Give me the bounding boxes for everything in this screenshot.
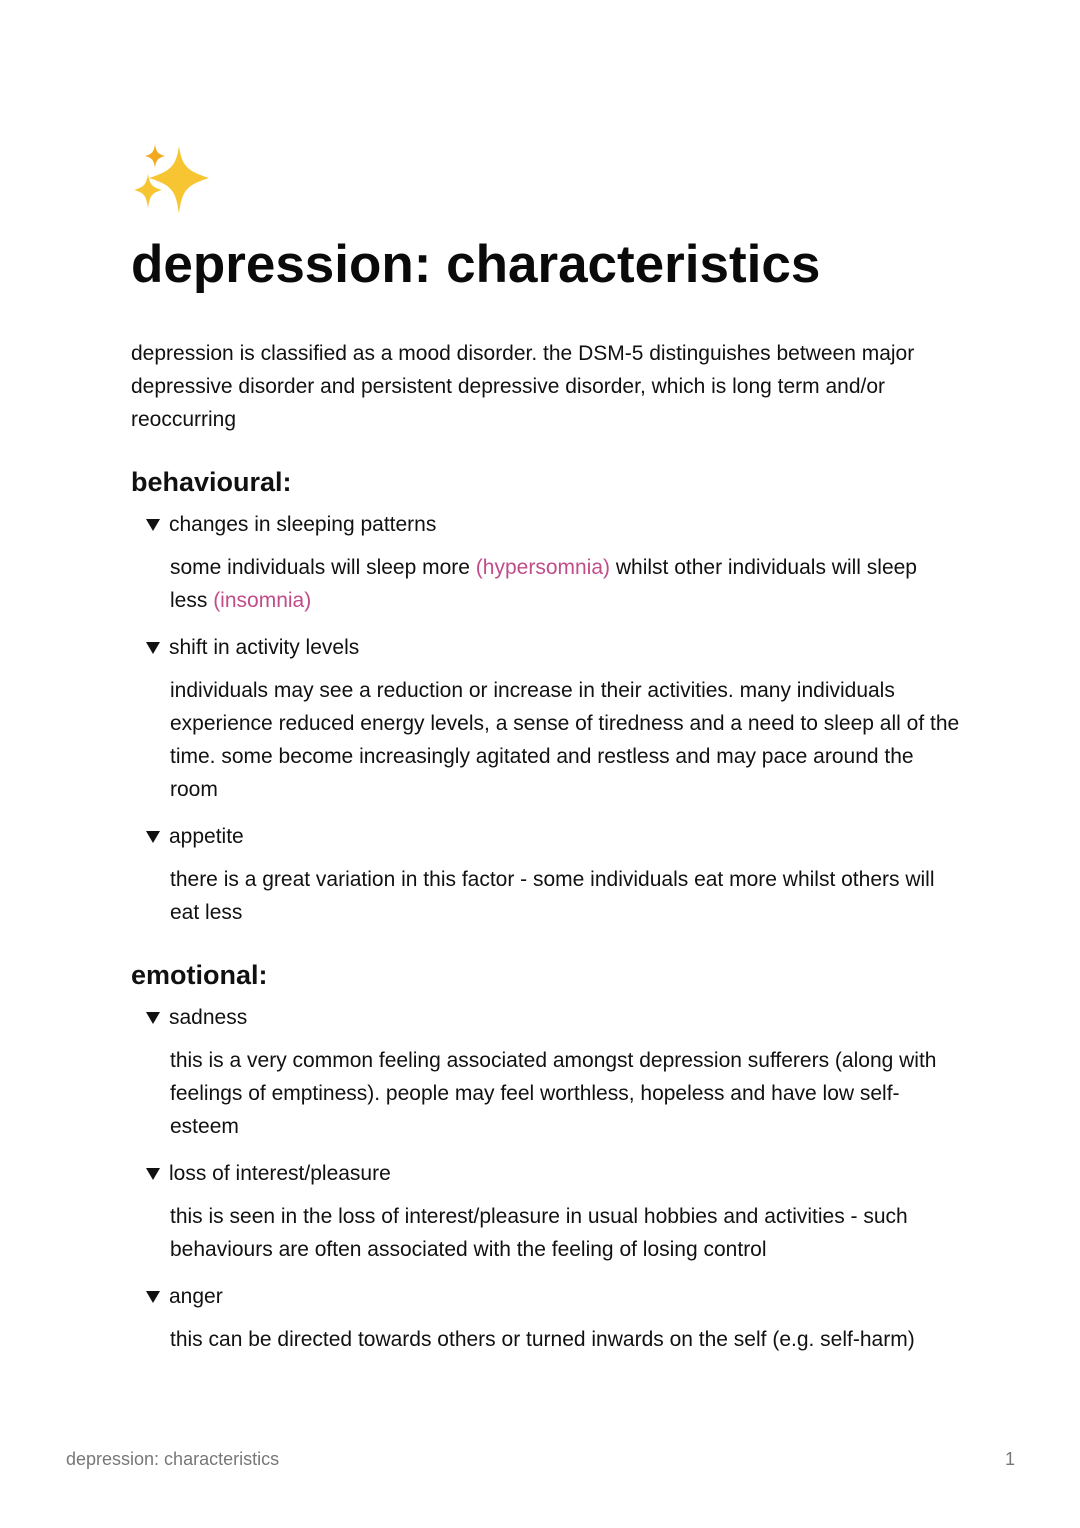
page-title: depression: characteristics <box>131 235 821 294</box>
footer-title: depression: characteristics <box>66 1449 280 1469</box>
toggle-label: sadness <box>169 1006 248 1029</box>
toggle-sleeping-patterns[interactable] <box>131 508 951 541</box>
highlight-term: (insomnia) <box>213 589 312 612</box>
section-heading-emotional: emotional: <box>131 960 268 990</box>
toggle-content: there is a great variation in this factor - some individuals eat more whilst others will eat less <box>170 868 935 924</box>
toggle-activity-levels[interactable] <box>131 631 951 664</box>
sparkles-icon <box>131 140 213 218</box>
triangle-down-icon[interactable] <box>146 1012 160 1024</box>
section-heading-behavioural: behavioural: <box>131 467 292 497</box>
page-number: 1 <box>1004 1449 1015 1469</box>
triangle-down-icon[interactable] <box>146 642 160 654</box>
toggle-sadness[interactable] <box>131 1001 951 1034</box>
triangle-down-icon[interactable] <box>146 519 160 531</box>
toggle-content: individuals may see a reduction or increase in their activities. many individuals experience reduced energy levels, a sense of tiredness and a need to sleep all of the time. some become increasingly agitated and restless and may pace around the room <box>170 679 960 801</box>
triangle-down-icon[interactable] <box>146 1168 160 1180</box>
toggle-loss-of-interest[interactable] <box>131 1157 951 1190</box>
toggle-content: this is a very common feeling associated amongst depression sufferers (along with feelings of emptiness). people may feel worthless, hopeless and have low self-esteem <box>170 1049 937 1138</box>
toggle-label: appetite <box>169 825 244 848</box>
highlight-term: (hypersomnia) <box>475 556 611 579</box>
toggle-label: anger <box>169 1285 223 1308</box>
toggle-label: changes in sleeping patterns <box>169 513 437 536</box>
toggle-anger[interactable] <box>131 1280 951 1313</box>
toggle-content: this is seen in the loss of interest/pleasure in usual hobbies and activities - such behaviours are often associated with the feeling of losing control <box>170 1205 908 1261</box>
toggle-content: some individuals will sleep more (hypersomnia) whilst other individuals will sleep less (insomnia) <box>170 556 917 612</box>
toggle-label: shift in activity levels <box>169 636 360 659</box>
triangle-down-icon[interactable] <box>146 1291 160 1303</box>
intro-paragraph: depression is classified as a mood disorder. the DSM-5 distinguishes between major depressive disorder and persistent depressive disorder, which is long term and/or reoccurring <box>131 342 915 431</box>
triangle-down-icon[interactable] <box>146 831 160 843</box>
toggle-appetite[interactable] <box>131 820 951 853</box>
toggle-label: loss of interest/pleasure <box>169 1162 391 1185</box>
toggle-content: this can be directed towards others or turned inwards on the self (e.g. self-harm) <box>170 1328 915 1351</box>
